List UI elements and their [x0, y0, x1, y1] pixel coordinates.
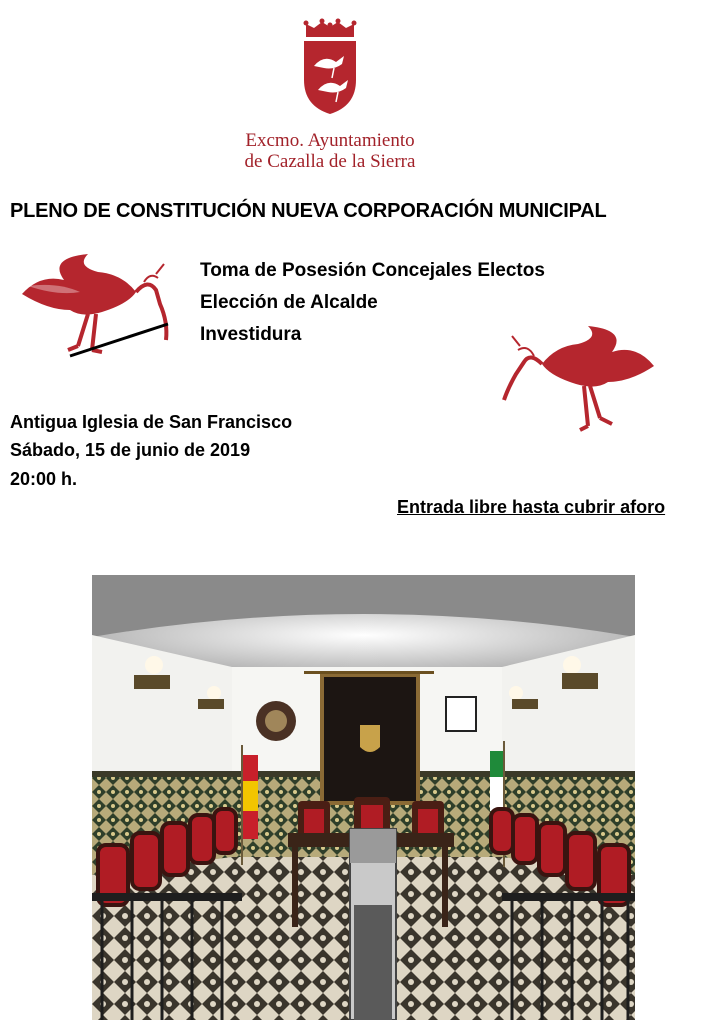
hall-illustration — [92, 575, 635, 1020]
venue-text: Antigua Iglesia de San Francisco — [10, 412, 293, 432]
event-line-1: Toma de Posesión Concejales Electos — [200, 260, 545, 281]
date-text: Sábado, 15 de junio de 2019 — [10, 440, 251, 460]
logo-text-line-1: Excmo. Ayuntamiento — [245, 130, 415, 151]
entry-note: Entrada libre hasta cubrir aforo — [397, 497, 666, 517]
time-text: 20:00 h. — [10, 469, 78, 489]
ibis-bird-icon — [500, 322, 660, 434]
event-line-2: Elección de Alcalde — [200, 292, 378, 313]
interior-hall-photo — [92, 575, 635, 1020]
logo-text-line-2: de Cazalla de la Sierra — [244, 151, 416, 172]
municipal-logo — [205, 0, 455, 192]
ibis-bird-icon — [18, 252, 173, 362]
page-title: PLENO DE CONSTITUCIÓN NUEVA CORPORACIÓN MUNICIPAL — [10, 200, 607, 222]
coat-of-arms-icon — [300, 18, 360, 118]
event-line-3: Investidura — [200, 324, 302, 345]
